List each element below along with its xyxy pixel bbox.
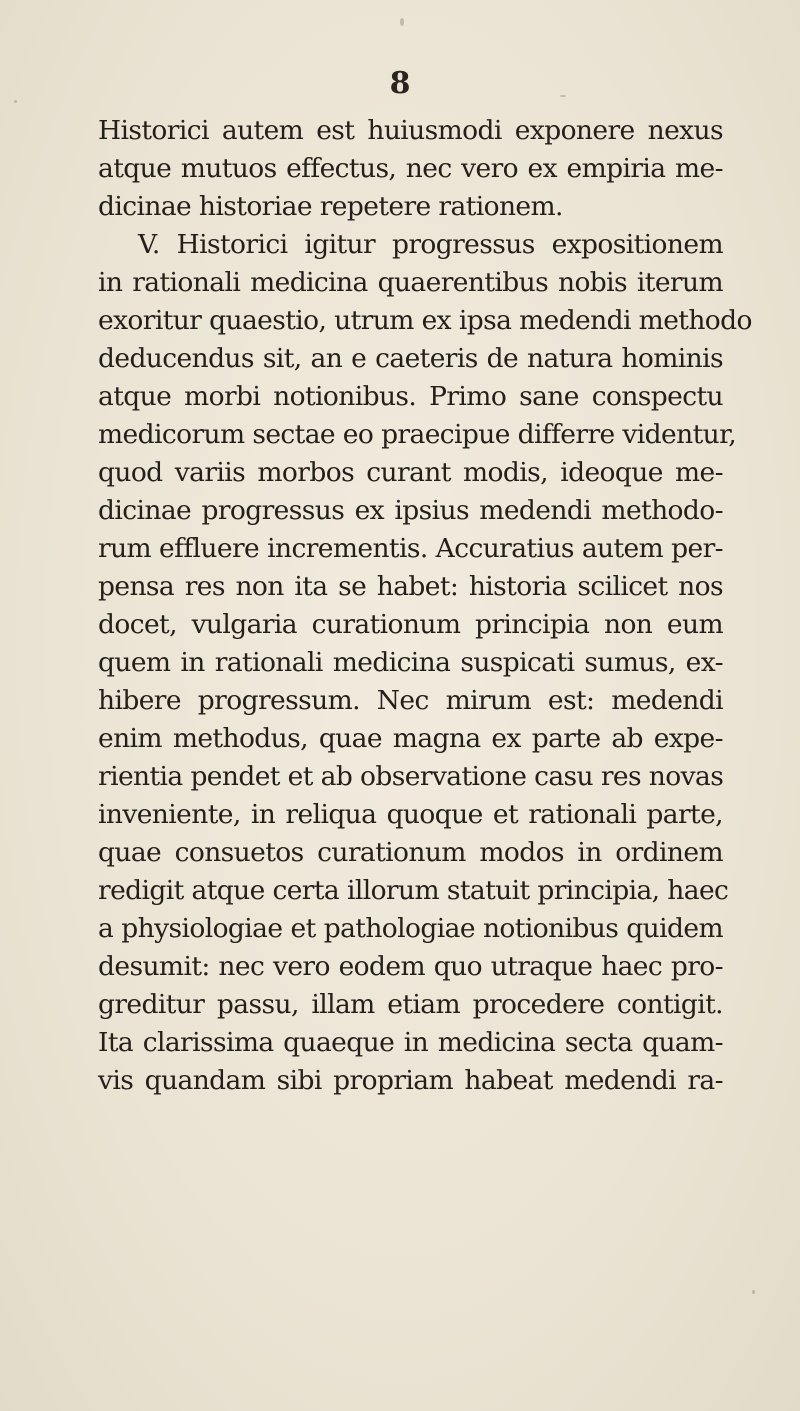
text-line: dicinae historiae repetere rationem. — [98, 191, 563, 222]
page-number: 8 — [389, 66, 411, 101]
text-line: hibere progressum. Nec mirum est: medendi — [98, 685, 723, 716]
text-line: V. Historici igitur progressus expositionem — [138, 229, 723, 260]
text-line: Ita clarissima quaeque in medicina secta quam- — [98, 1027, 723, 1058]
text-line: desumit: nec vero eodem quo utraque haec pro- — [98, 951, 723, 982]
text-line: quae consuetos curationum modos in ordinem — [98, 837, 723, 868]
text-line: vis quandam sibi propriam habeat medendi ra- — [98, 1065, 723, 1096]
text-line: Historici autem est huiusmodi exponere nexus — [98, 115, 723, 146]
text-line: atque morbi notionibus. Primo sane conspectu — [98, 381, 723, 412]
text-line: rum effluere incrementis. Accuratius autem per- — [98, 533, 723, 564]
text-line: rientia pendet et ab observatione casu res novas — [98, 761, 724, 792]
text-line: medicorum sectae eo praecipue differre videntur, — [98, 419, 737, 450]
text-line: greditur passu, illam etiam procedere contigit. — [98, 989, 723, 1020]
text-line: pensa res non ita se habet: historia scilicet nos — [98, 571, 723, 602]
text-line: in rationali medicina quaerentibus nobis iterum — [98, 267, 723, 298]
text-line: enim methodus, quae magna ex parte ab expe- — [98, 723, 723, 754]
text-line: atque mutuos effectus, nec vero ex empiria me- — [98, 153, 723, 184]
paper-speck — [400, 18, 404, 26]
text-line: dicinae progressus ex ipsius medendi methodo- — [98, 495, 723, 526]
text-line: exoritur quaestio, utrum ex ipsa medendi methodo — [98, 305, 752, 336]
text-line: redigit atque certa illorum statuit principia, haec — [98, 875, 729, 906]
text-line: a physiologiae et pathologiae notionibus quidem — [98, 913, 723, 944]
text-line: quod variis morbos curant modis, ideoque me- — [98, 457, 723, 488]
paper-speck — [752, 1290, 755, 1294]
text-line: quem in rationali medicina suspicati sumus, ex- — [98, 647, 723, 678]
text-line: deducendus sit, an e caeteris de natura hominis — [98, 343, 723, 374]
text-line: docet, vulgaria curationum principia non eum — [98, 609, 723, 640]
text-line: inveniente, in reliqua quoque et rationali parte, — [98, 799, 723, 830]
